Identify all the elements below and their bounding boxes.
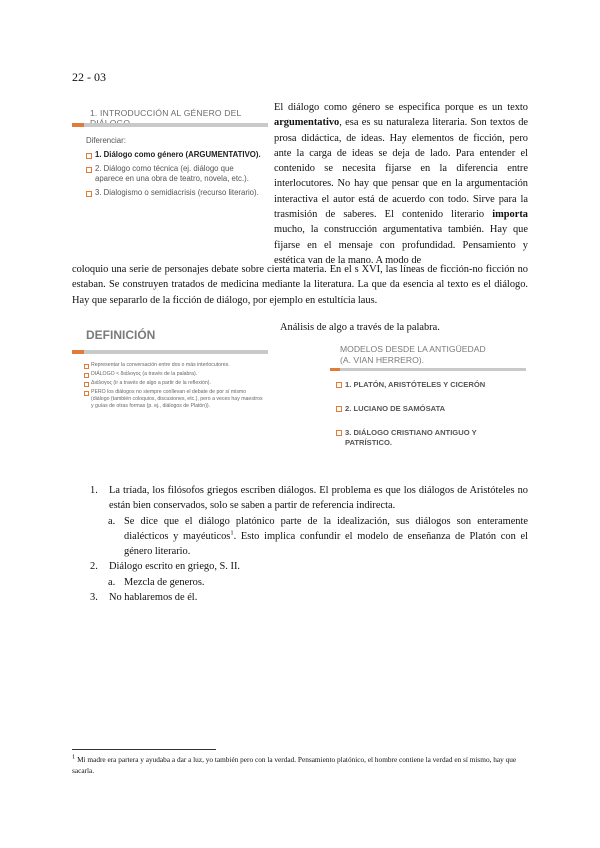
slide-title: DEFINICIÓN [86,328,156,342]
list-item-text: No hablaremos de él. [109,592,198,604]
slide-title-line: MODELOS DESDE LA ANTIGÜEDAD [340,344,486,354]
bold-term: argumentativo [274,117,340,129]
analysis-note: Análisis de algo a través de la palabra. [280,322,440,333]
list-letter: a. [108,515,116,527]
slide-bullet: 1. PLATÓN, ARISTÓTELES Y CICERÓN [336,380,522,390]
slide-body [84,360,264,410]
footnote [72,754,528,776]
accent-mark [72,350,84,354]
slide-body [86,136,262,198]
list-item [90,590,528,605]
slide-bullet: 2. LUCIANO DE SAMÓSATA [336,404,522,414]
slide-title-bar [330,368,526,371]
numbered-list [90,483,528,605]
slide-title-bar [72,123,268,127]
list-item-text: Diálogo escrito en griego, S. II. [109,561,241,573]
list-item-text: La tríada, los filósofos griegos escriben diálogos. El problema es que los diálogos de Aristóteles no están bien conservados, solo se saben a partir de referencia indirecta. [109,485,528,512]
slide-intro-image [72,100,268,242]
list-item [90,559,528,574]
accent-mark [72,123,84,127]
footnote-mark: 1 [72,753,76,761]
slide-bullet: PERO los diálogos no siempre conllevan el debate de por sí mismo (diálogo (también coloquios, discusiones, etc.), pero a veces hay maestros y guías de otras formas (p. ej., diálogos de Platón)). [84,389,264,410]
text-run: El diálogo como género se especifica porque es un texto [274,102,528,113]
slide-bullet: DIÁLOGO < διάλογος (a través de la palabra). [84,371,264,378]
body-paragraph [274,100,528,268]
list-number: 3. [90,592,98,604]
text-run: , esa es su naturaleza literaria. Son textos de prosa didáctica, de ideas. Hay elementos de ficción, pero ante la carga de ideas se deja de lado. Para entender el contenido se necesita fijarse en la diferencia entre interlocutores. No hay que pensar que en la argumentación interactiva el autor está de acuerdo con todo. Sirve para la trasmisión de saberes. El contenido literario [274,117,528,221]
slide-models-image [330,344,526,447]
list-subitem [90,575,528,590]
slide-intro-text: Diferenciar: [86,136,126,145]
text-run: Pensamiento y estética van de la mano. A modo de [274,239,528,266]
list-subitem [90,514,528,560]
date-heading: 22 - 03 [72,70,106,84]
footnote-separator [72,749,216,750]
footnote-text: Mi madre era partera y ayudaba a dar a luz, yo también pero con la verdad. Pensamiento platónico, el hombre contiene la verdad en sí mismo, hay que sacarla. [72,755,517,775]
slide-bullet: 2. Diálogo como técnica (ej. diálogo que aparece en una obra de teatro, novela, etc.). [86,164,262,184]
list-number: 2. [90,561,98,573]
slide-bullet: 3. DIÁLOGO CRISTIANO ANTIGUO Y PATRÍSTICO. [336,428,522,448]
bold-term: importa [492,209,528,221]
slide-title-bar [72,350,268,354]
slide-bullet: Representar la conversación entre dos o más interlocutores. [84,362,264,369]
list-item-text: Mezcla de generos. [124,576,205,588]
slide-bullet: 1. Diálogo como género (ARGUMENTATIVO). [86,150,262,160]
slide-title: 1. INTRODUCCIÓN AL GÉNERO DEL [90,108,242,118]
list-letter: a. [108,576,116,588]
body-paragraph-continued: coloquio una serie de personajes debate sobre cierta materia. En el s XVI, las líneas de ficción-no ficción no estaban. Se construyen tratados de medicina mediante la literatura. La que da esencia al texto es el diálogo. Hay que separarlo de la ficción de diálogo, por ejemplo en estultícia laus. [72,264,528,306]
slide-definition-image [72,320,268,460]
list-item [90,483,528,514]
slide-title-line: (A. VIAN HERRERO). [340,355,425,365]
slide-bullet: Διάλογος (ir a través de algo a partir de la reflexión). [84,380,264,387]
list-number: 1. [90,485,98,496]
slide-title [340,344,526,366]
accent-mark [330,368,340,371]
footnote-reference[interactable]: 1 [230,529,234,537]
slide-body [336,380,522,462]
list-item-text: . Esto implica confundir el modelo de enseñanza de Platón con el género literario. [124,530,528,558]
text-run: mucho, la construcción argumentativa también. Hay que fijarse en el mensaje con profundidad. [274,224,528,251]
list-item-text: Se dice que el diálogo platónico parte de la idealización, sus diálogos son enteramente dialécticos y mayéuticos [124,515,528,542]
slide-bullet: 3. Dialogismo o semidiacrisis (recurso literario). [86,188,262,198]
